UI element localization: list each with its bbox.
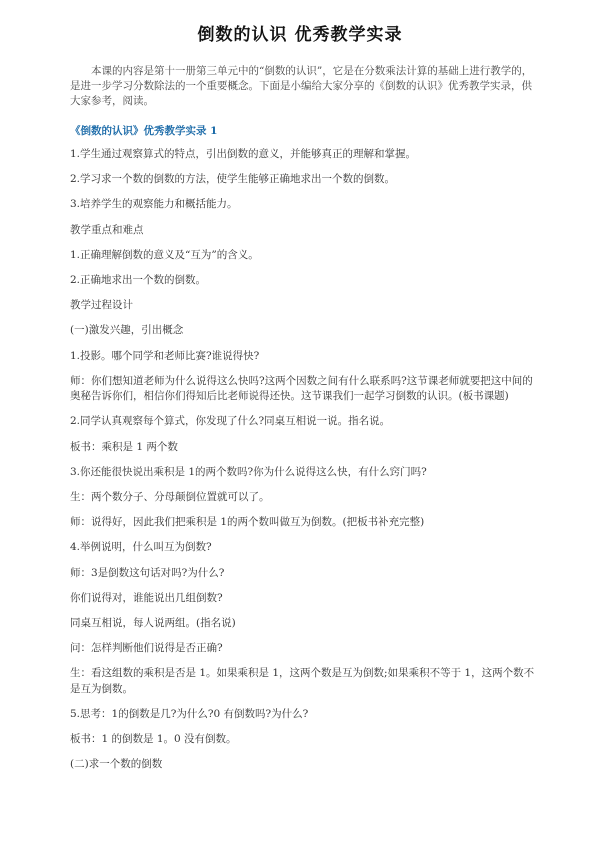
paragraph: 板书：1 的倒数是 1。0 没有倒数。 — [70, 733, 237, 746]
document-body — [70, 64, 540, 783]
paragraph: 2.正确地求出一个数的倒数。 — [70, 273, 207, 286]
paragraph-list — [70, 147, 540, 773]
paragraph: 3.你还能很快说出乘积是 1的两个数吗?你为什么说得这么快，有什么窍门吗? — [70, 465, 427, 478]
paragraph: 1.投影。哪个同学和老师比赛?谁说得快? — [70, 349, 260, 362]
paragraph: 你们说得对，谁能说出几组倒数? — [70, 591, 223, 604]
paragraph: (一)激发兴趣，引出概念 — [70, 324, 184, 337]
paragraph: 2.学习求一个数的倒数的方法，使学生能够正确地求出一个数的倒数。 — [70, 173, 396, 186]
paragraph: 4.举例说明，什么叫互为倒数? — [70, 541, 212, 554]
paragraph: 5.思考：1的倒数是几?为什么?0 有倒数吗?为什么? — [70, 707, 309, 720]
paragraph: 生：看这组数的乘积是否是 1。如果乘积是 1，这两个数是互为倒数;如果乘积不等于 1，这两个数不是互为倒数。 — [70, 667, 535, 695]
section-heading: 《倒数的认识》优秀教学实录 1 — [70, 124, 218, 137]
paragraph: 问：怎样判断他们说得是否正确? — [70, 642, 223, 655]
paragraph: 3.培养学生的观察能力和概括能力。 — [70, 198, 238, 211]
paragraph: 同桌互相说，每人说两组。(指名说) — [70, 617, 236, 630]
paragraph: 教学过程设计 — [70, 299, 133, 312]
paragraph: (二)求一个数的倒数 — [70, 758, 163, 771]
paragraph: 师：说得好，因此我们把乘积是 1的两个数叫做互为倒数。(把板书补充完整) — [70, 516, 425, 529]
paragraph: 师：你们想知道老师为什么说得这么快吗?这两个因数之间有什么联系吗?这节课老师就要把这中间的奥秘告诉你们，相信你们得知后比老师说得还快。这节课我们一起学习倒数的认识。(板书课题) — [70, 374, 533, 403]
paragraph: 1.学生通过观察算式的特点，引出倒数的意义，并能够真正的理解和掌握。 — [70, 147, 417, 160]
paragraph: 生：两个数分子、分母颠倒位置就可以了。 — [70, 490, 270, 503]
paragraph: 师：3是倒数这句话对吗?为什么? — [70, 566, 225, 579]
paragraph: 板书：乘积是 1 两个数 — [70, 440, 178, 453]
paragraph: 2.同学认真观察每个算式，你发现了什么?同桌互相说一说。指名说。 — [70, 415, 391, 428]
paragraph: 教学重点和难点 — [70, 223, 144, 236]
document-title: 倒数的认识 优秀教学实录 — [197, 25, 403, 45]
intro-paragraph: 本课的内容是第十一册第三单元中的“倒数的认识”，它是在分数乘法计算的基础上进行教学的，是进一步学习分数除法的一个重要概念。下面是小编给大家分享的《倒数的认识》优秀教学实录，供大家参考，阅读。 — [70, 65, 533, 108]
paragraph: 1.正确理解倒数的意义及“互为”的含义。 — [70, 248, 259, 261]
